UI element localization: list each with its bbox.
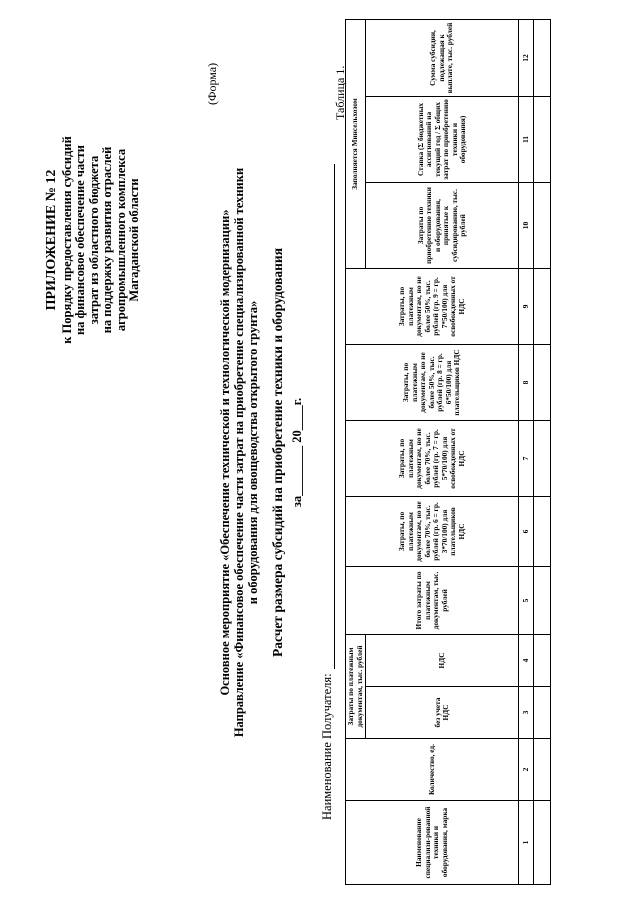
column-number: 7 (519, 420, 534, 496)
main-event-title: Основное мероприятие «Обеспечение технической и технологической модернизации» (218, 209, 232, 696)
appendix-line: на поддержку развития отраслей (100, 146, 114, 334)
period-line: за________ 20____г. (290, 397, 304, 508)
appendix-title: ПРИЛОЖЕНИЕ № 12 (44, 169, 59, 311)
table-cell (534, 420, 551, 496)
table-cell (534, 566, 551, 634)
column-number: 5 (519, 566, 534, 634)
table-cell (534, 634, 551, 686)
column-number: 2 (519, 739, 534, 801)
appendix-header (45, 15, 142, 465)
col8-header: Затраты, по платежным документам, но не более 50%, тыс. рублей (гр. 8 = гр. 6*50/100) для плательщиков НДС (346, 344, 519, 420)
table-header-row (346, 19, 366, 884)
form-label: (Форма) (205, 62, 219, 105)
appendix-line: Магаданской области (127, 178, 141, 302)
appendix-line: затрат из областного бюджета (86, 155, 101, 325)
column-number: 1 (519, 801, 534, 885)
col-costs-group-header: Затраты по платежным документам, тыс. рублей (346, 634, 366, 738)
recipient-label: Наименование Получателя: (320, 673, 334, 820)
table-cell (534, 801, 551, 885)
col12-header: Сумма субсидии, подлежащая к выплате, тыс. рублей (366, 19, 519, 96)
recipient-blank-line (322, 164, 335, 669)
col-name-header: Наименование специализи-рованной техники и оборудования, марка (346, 801, 519, 885)
section-heading (218, 0, 260, 905)
subsidy-table (345, 19, 551, 885)
col11-header: Ставка (Σ бюджетных ассигнований на текущий год / Σ общих затрат по приобретению техники и оборудования) (366, 96, 519, 182)
table-cell (534, 268, 551, 344)
col-without-vat-header: без учета НДС (366, 687, 519, 739)
ministry-group-header: Заполняется Минсельхозом (346, 19, 366, 268)
column-number: 8 (519, 344, 534, 420)
direction-line: и оборудования для овощеводства открытого грунта» (246, 300, 260, 605)
table-empty-row (534, 19, 551, 884)
column-number: 10 (519, 182, 534, 268)
col-vat-header: НДС (366, 634, 519, 686)
column-number: 12 (519, 19, 534, 96)
recipient-field (320, 164, 335, 820)
table-caption: Таблица 1. (333, 65, 347, 120)
col-quantity-header: Количество, ед. (346, 739, 519, 801)
table-cell (534, 96, 551, 182)
table-cell (534, 344, 551, 420)
appendix-line: агропромышленного комплекса (113, 148, 128, 332)
table-cell (534, 182, 551, 268)
column-number: 9 (519, 268, 534, 344)
column-number-row (519, 19, 534, 884)
direction-line: Направление «Финансовое обеспечение части затрат на приобретение специализированной техники (232, 167, 246, 738)
column-number: 3 (519, 687, 534, 739)
appendix-line: к Порядку предоставления субсидий (59, 136, 74, 344)
table-cell (534, 739, 551, 801)
col10-header: Затраты по приобретению техники и оборудования, принятые к субсидированию, тыс. рублей (366, 182, 519, 268)
table-cell (534, 19, 551, 96)
table-cell (534, 687, 551, 739)
table-cell (534, 496, 551, 566)
calculation-title: Расчет размера субсидий на приобретение техники и оборудования (270, 248, 285, 658)
col7-header: Затраты, по платежным документам, но не более 70%, тыс. рублей (гр. 7 = гр. 5*70/100) для освобожденных от НДС (346, 420, 519, 496)
col6-header: Затраты, по платежным документам, но не более 70%, тыс. рублей (гр. 6 = гр. 3*70/100) для плательщиков НДС (346, 496, 519, 566)
appendix-line: на финансовое обеспечение части (73, 144, 87, 336)
col-total-header: Итого затраты по платежным документам, тыс. рублей (346, 566, 519, 634)
column-number: 6 (519, 496, 534, 566)
column-number: 11 (519, 96, 534, 182)
col9-header: Затраты, по платежным документам, но не более 50%, тыс. рублей (гр. 9 = гр. 7*50/100) для освобожденных от НДС (346, 268, 519, 344)
column-number: 4 (519, 634, 534, 686)
